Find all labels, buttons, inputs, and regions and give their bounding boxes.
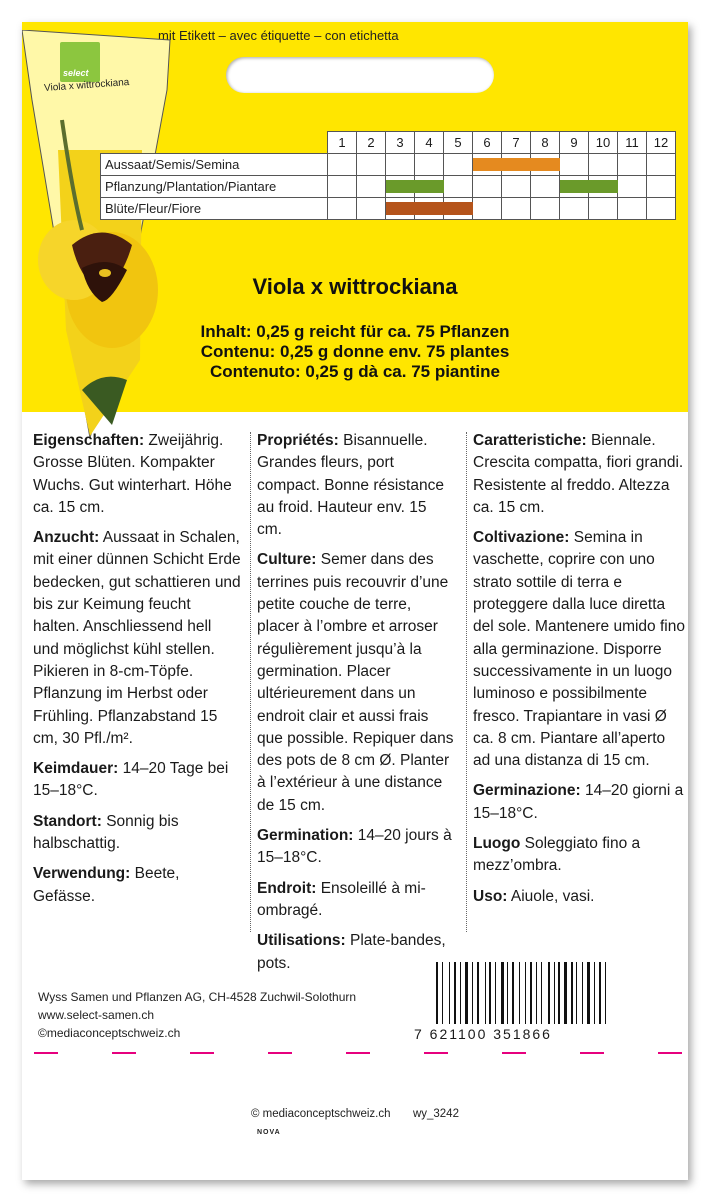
month-12: 12 [647,132,676,154]
select-logo: select [60,42,100,82]
label-note: mit Etikett – avec étiquette – con etichetta [158,28,399,43]
section: Verwendung: Beete, Gefässe. [33,865,180,905]
product-title: Viola x wittrockiana [252,274,458,299]
calendar-month-row [101,132,676,154]
section: Endroit: Ensoleillé à mi-ombragé. [257,879,426,919]
section: Luogo Soleggiato fino a mezz’ombra. [473,835,641,875]
company-address: Wyss Samen und Pflanzen AG, CH-4528 Zuchwil-Solothurn [38,990,357,1004]
cut-dash [502,1052,526,1054]
printer-logo: NOVA [257,1129,281,1136]
cut-line [22,1052,688,1054]
calendar-bar [560,180,618,193]
contents-fr: Contenu: 0,25 g donne env. 75 plantes [200,342,510,361]
column-french [257,430,455,983]
calendar-bar [473,158,560,171]
cut-dash [346,1052,370,1054]
section: Coltivazione: Semina in vaschette, coprire con uno strato sottile di terra e proteggere dalla luce diretta del sole. Mantenere umido fino alla germinazione. Disporre successivamente in un luogo luminoso e possibilmente fresco. Trapiantare in vasi Ø ca. 8 cm. Piantare all’aperto ad una distanza di 15 cm. [473,529,685,770]
footer [22,1108,688,1120]
company-website: www.select-samen.ch [38,1008,155,1022]
month-1: 1 [328,132,357,154]
calendar-label-sowing: Aussaat/Semis/Semina [101,154,328,176]
month-7: 7 [502,132,531,154]
column-divider [466,432,467,932]
column-divider [250,432,251,932]
yellow-header [22,22,688,412]
calendar-label-planting: Pflanzung/Plantation/Piantare [101,176,328,198]
contents-info [22,322,688,382]
cut-dash [658,1052,682,1054]
cut-dash [112,1052,136,1054]
contents-it: Contenuto: 0,25 g dà ca. 75 piantine [210,362,500,381]
section: Uso: Aiuole, vasi. [473,887,595,905]
section: Germinazione: 14–20 giorni a 15–18°C. [473,782,684,822]
month-3: 3 [386,132,415,154]
section: Standort: Sonnig bis halbschattig. [33,812,179,853]
cut-dash [190,1052,214,1054]
month-11: 11 [618,132,647,154]
month-8: 8 [531,132,560,154]
section: Propriétés: Bisannuelle. Grandes fleurs, port compact. Bonne résistance au froid. Hauteur env. 15 cm. [257,432,444,539]
calendar-row-sowing [101,154,676,176]
month-4: 4 [415,132,444,154]
calendar-label-flowering: Blüte/Fleur/Fiore [101,198,328,220]
section: Utilisations: Plate-bandes, pots. [257,932,446,972]
company-info [38,988,356,1042]
section: Eigenschaften: Zweijährig. Grosse Blüten. Kompakter Wuchs. Gut winterhart. Höhe ca. 15 cm. [33,432,232,516]
month-2: 2 [357,132,386,154]
seed-packet-back [22,22,688,1180]
month-9: 9 [560,132,589,154]
section: Caratteristiche: Biennale. Crescita compatta, fiori grandi. Resistente al freddo. Altezza ca. 15 cm. [473,432,684,516]
column-german [33,430,241,916]
footer-code: wy_3242 [412,1108,459,1120]
hang-hole [226,57,494,93]
barcode-digits: 7 621100 351866 [414,1026,552,1042]
cut-dash [34,1052,58,1054]
cut-dash [580,1052,604,1054]
barcode-bars [436,962,668,1030]
section: Culture: Semer dans des terrines puis recouvrir d’une petite couche de terre, placer à l’ombre et arroser régulièrement jusqu’à la germination. Placer ultérieurement dans un endroit clair et aussi frais que possible. Repiquer dans des pots de 8 cm Ø. Planter à l’extérieur à une distance de 15 cm. [257,551,454,814]
company-copyright: ©mediaconceptschweiz.ch [38,1026,181,1040]
tag-plant-name: Viola x wittrockiana [43,77,130,94]
column-italian [473,430,685,916]
section: Germination: 14–20 jours à 15–18°C. [257,827,452,867]
contents-de: Inhalt: 0,25 g reicht für ca. 75 Pflanzen [200,322,510,341]
section: Keimdauer: 14–20 Tage bei 15–18°C. [33,760,229,800]
calendar-bar [386,180,444,193]
cut-dash [268,1052,292,1054]
month-6: 6 [473,132,502,154]
month-5: 5 [444,132,473,154]
footer-copyright: © mediaconceptschweiz.ch [251,1108,391,1120]
barcode [414,962,669,1047]
section: Anzucht: Aussaat in Schalen, mit einer dünnen Schicht Erde bedecken, gut schattieren und bis zur Keimung feucht halten. Anschliessend hell und möglichst kühl stellen. Pikieren in 8-cm-Töpfe. Pflanzung im Herbst oder Frühling. Pflanzabstand 15 cm, 30 Pfl./m². [33,529,241,747]
month-10: 10 [589,132,618,154]
calendar-bar [386,202,473,215]
cut-dash [424,1052,448,1054]
